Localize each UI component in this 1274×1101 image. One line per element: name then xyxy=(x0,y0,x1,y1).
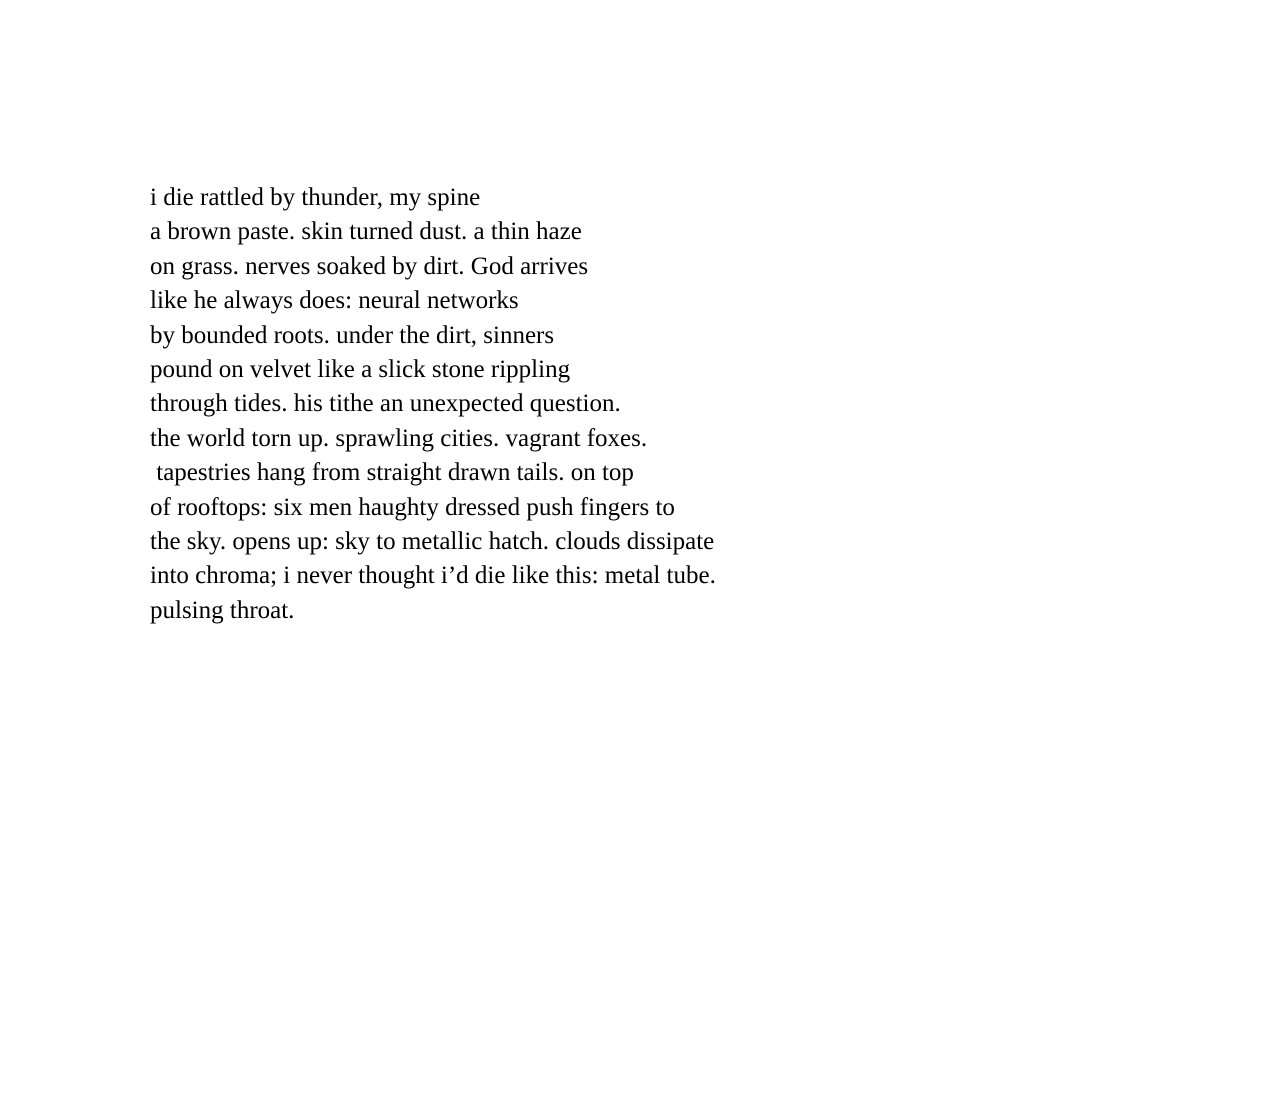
poem-line: like he always does: neural networks xyxy=(150,287,519,315)
poem-line: into chroma; i never thought i’d die like this: metal tube. xyxy=(150,562,716,590)
poem-line: through tides. his tithe an unexpected question. xyxy=(150,390,621,418)
poem-line: on grass. nerves soaked by dirt. God arrives xyxy=(150,252,589,280)
poem-line: pound on velvet like a slick stone rippling xyxy=(150,356,571,384)
poem-line: the sky. opens up: sky to metallic hatch. clouds dissipate xyxy=(150,528,715,556)
poem-text xyxy=(150,181,1150,628)
poem-line: i die rattled by thunder, my spine xyxy=(150,184,481,211)
poem-line: the world torn up. sprawling cities. vagrant foxes. xyxy=(150,424,648,452)
poem-line: by bounded roots. under the dirt, sinners xyxy=(150,321,555,349)
poem-line: a brown paste. skin turned dust. a thin haze xyxy=(150,218,582,246)
poem-line: tapestries hang from straight drawn tails. on top xyxy=(150,459,634,487)
poem-line: of rooftops: six men haughty dressed push fingers to xyxy=(150,493,675,521)
poem-line: pulsing throat. xyxy=(150,596,295,624)
